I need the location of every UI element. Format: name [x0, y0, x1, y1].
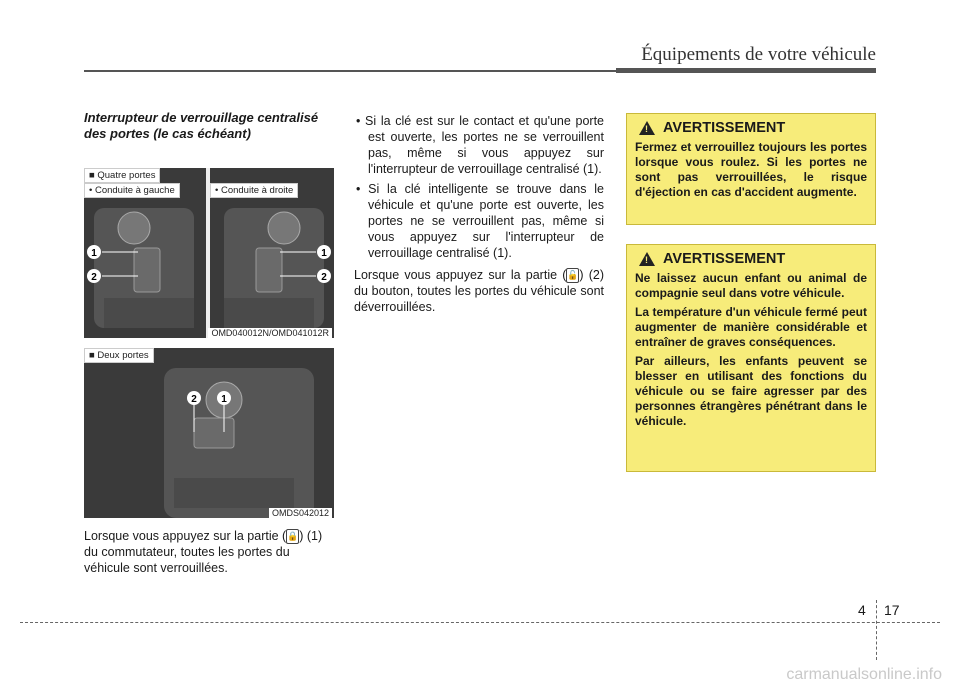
- warning-text-3: Par ailleurs, les enfants peuvent se blesser en utilisant des fonctions du véhicule ou se faire agresser par des personnes étrangères pénétrant dans le véhicule.: [635, 354, 867, 428]
- callout-1-left: 1: [91, 248, 97, 259]
- warning-title: AVERTISSEMENT: [663, 120, 786, 136]
- unlock-text-before: Lorsque vous appuyez sur la partie (: [354, 268, 567, 282]
- warning-triangle-icon: !: [639, 121, 655, 135]
- callout-2-right: 2: [321, 272, 327, 283]
- callout-2-left: 2: [91, 272, 97, 283]
- lock-text-after: ) (1) du commutateur, toutes les portes du véhicule sont verrouillées.: [84, 529, 323, 576]
- lock-description: [84, 528, 334, 576]
- warning-header: [635, 251, 867, 267]
- middle-column: [354, 113, 604, 315]
- figure-code-top: OMD040012N/OMD041012R: [208, 328, 332, 338]
- two-door-switch-illustration: [84, 348, 334, 518]
- unlock-description: [354, 267, 604, 315]
- footer-rule: [20, 622, 940, 623]
- figure-code-bottom: OMDS042012: [269, 508, 332, 518]
- door-switch-figure: [84, 168, 334, 518]
- tag-right-hand-drive: • Conduite à droite: [210, 183, 298, 198]
- bullet-key-in-ignition: • Si la clé est sur le contact et qu'une porte est ouverte, les portes ne se verrouillent pas, même si vous appuyez sur l'interrupteur de verrouillage centralisé (1).: [356, 114, 604, 176]
- page-number: 17: [884, 602, 900, 618]
- tag-four-doors: ■ Quatre portes: [84, 168, 160, 183]
- section-title: Interrupteur de verrouillage centralisé des portes (le cas échéant): [84, 110, 319, 141]
- tag-left-hand-drive: • Conduite à gauche: [84, 183, 180, 198]
- footer-divider: [876, 600, 877, 660]
- warning-triangle-icon: !: [639, 252, 655, 266]
- two-door-photo: [84, 348, 334, 518]
- left-column: [84, 110, 334, 576]
- unlock-text-after: ) (2) du bouton, toutes les portes du véhicule sont déverrouillées.: [354, 268, 604, 315]
- warning-text: Fermez et verrouillez toujours les portes lorsque vous roulez. Si les portes ne sont pas verrouillées, le risque d'éjection en cas d'accident augmente.: [635, 140, 867, 199]
- warning-box-children: [626, 244, 876, 472]
- four-door-photo: [84, 168, 334, 338]
- unlock-icon: 🔓: [566, 268, 579, 283]
- warning-title: AVERTISSEMENT: [663, 251, 786, 267]
- warning-text-2: La température d'un véhicule fermé peut augmenter de manière considérable et entraîner de graves conséquences.: [635, 305, 867, 349]
- callout-2-bottom: 2: [191, 394, 197, 405]
- callout-1-right: 1: [321, 248, 327, 259]
- tag-two-doors: ■ Deux portes: [84, 348, 154, 363]
- watermark: carmanualsonline.info: [786, 666, 942, 683]
- lock-text-before: Lorsque vous appuyez sur la partie (: [84, 529, 287, 543]
- header-rule-accent: [616, 68, 876, 73]
- lock-icon: 🔒: [286, 529, 299, 544]
- warning-text-1: Ne laissez aucun enfant ou animal de compagnie seul dans votre véhicule.: [635, 271, 867, 300]
- warning-box-lock-doors: [626, 113, 876, 225]
- chapter-number: 4: [858, 602, 866, 618]
- page-header-title: Équipements de votre véhicule: [641, 44, 876, 65]
- callout-1-bottom: 1: [221, 394, 227, 405]
- warning-header: [635, 120, 867, 136]
- bullet-smart-key: • Si la clé intelligente se trouve dans le véhicule et qu'une porte est ouverte, les portes ne se verrouillent pas, même si vous appuyez sur l'interrupteur de verrouillage centralisé (1).: [356, 182, 604, 260]
